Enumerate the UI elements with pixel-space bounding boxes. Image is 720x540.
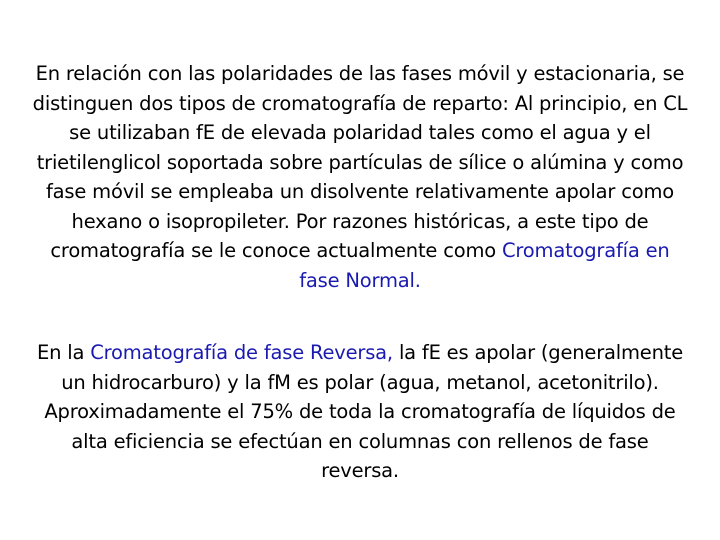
paragraph1-text: En relación con las polaridades de las fases móvil y estacionaria, se distinguen dos tipos de cromatografía de reparto: Al principio, en CL se utilizaban fE de elevada polaridad tales como el agua y el trietilenglicol soportada sobre partículas de sílice o alúmina y como fase móvil se empleaba un disolvente relativamente apolar como hexano o isopropileter. Por razones históricas, a este tipo de cromatografía se le conoce actualmente como: [32, 62, 688, 262]
paragraph-fase-reversa: [30, 338, 690, 486]
paragraph2-lead: En la: [36, 341, 85, 364]
term-fase-reversa: Cromatografía de fase Reversa,: [90, 341, 393, 364]
paragraph2-text: la fE es apolar (generalmente un hidrocarburo) y la fM es polar (agua, metanol, acetonitrilo). Aproximadamente el 75% de toda la cromatografía de líquidos de alta eficiencia se efectúan en columnas con rellenos de fase reversa.: [44, 341, 684, 482]
paragraph-fase-normal: [30, 59, 690, 295]
term-fase-normal: Cromatografía en fase Normal.: [299, 239, 670, 292]
